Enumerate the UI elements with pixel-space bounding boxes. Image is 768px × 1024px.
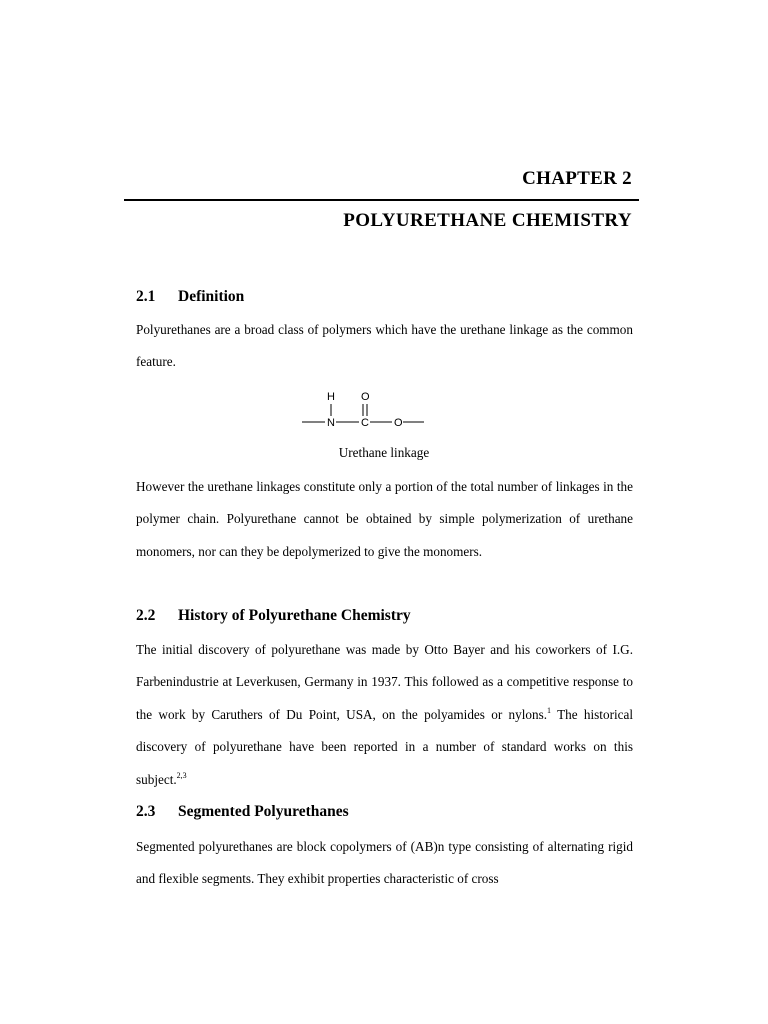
reference-superscript: 1 [547, 705, 552, 715]
section-heading-2-1 [136, 288, 244, 306]
atom-o-carbonyl: O [361, 391, 370, 403]
section-heading-2-3 [136, 803, 349, 821]
section-title: Definition [178, 288, 245, 305]
segmented-paragraph: Segmented polyurethanes are block copolymers of (AB)n type consisting of alternating rigid and flexible segments. They exhibit properties characteristic of cross [136, 839, 633, 887]
section-heading-2-2 [136, 607, 411, 625]
history-text-2: The historical discovery of polyurethane have been reported in a number of standard works on this subject. [136, 706, 633, 787]
figure-caption: Urethane linkage [338, 445, 430, 460]
atom-c: C [361, 417, 369, 429]
chapter-title: POLYURETHANE CHEMISTRY [343, 210, 632, 231]
chapter-rule [124, 199, 639, 201]
section-number: 2.3 [136, 803, 156, 820]
urethane-structure-diagram [290, 386, 440, 436]
reference-superscript: 2,3 [176, 770, 187, 780]
history-text-1: The initial discovery of polyurethane was made by Otto Bayer and his coworkers of I.G. Farbenindustrie at Leverkusen, Germany in 1937. This followed as a competitive response to the work by Caruthers of Du Point, USA, on the polyamides or nylons. [136, 642, 633, 722]
chapter-label: CHAPTER 2 [522, 168, 632, 189]
definition-paragraph: Polyurethanes are a broad class of polymers which have the urethane linkage as the common feature. [136, 322, 633, 370]
urethane-linkage-figure [290, 386, 440, 436]
atom-o-ester: O [394, 417, 403, 429]
section-number: 2.1 [136, 288, 156, 305]
section-number: 2.2 [136, 607, 156, 624]
atom-h: H [327, 391, 335, 403]
definition-followup-paragraph: However the urethane linkages constitute only a portion of the total number of linkages in the polymer chain. Polyurethane cannot be obtained by simple polymerization of urethane monomers, nor can they be depolymerized to give the monomers. [136, 479, 633, 559]
history-paragraph [136, 634, 633, 796]
atom-n: N [327, 417, 335, 429]
section-title: Segmented Polyurethanes [178, 803, 349, 820]
section-title: History of Polyurethane Chemistry [178, 607, 411, 624]
